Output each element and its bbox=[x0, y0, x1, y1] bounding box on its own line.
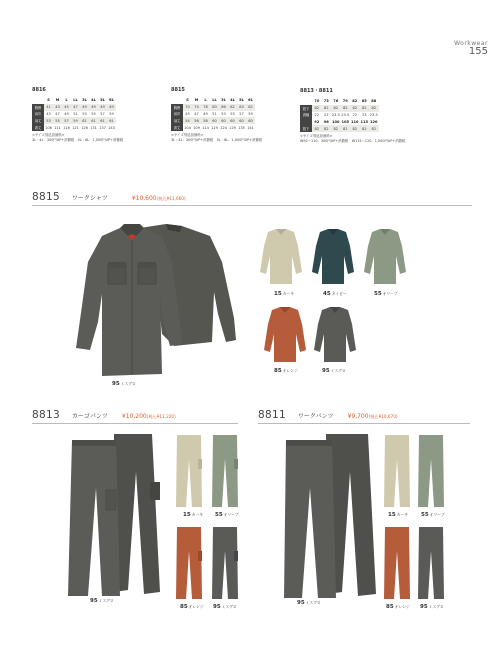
work-pants-main-image bbox=[282, 432, 382, 600]
table-cell: 57 bbox=[239, 111, 244, 116]
table-cell: 124 bbox=[220, 125, 227, 130]
product-code: 8813 bbox=[32, 409, 60, 421]
price-tax: (税込¥11,660) bbox=[156, 196, 186, 201]
size-col-header: S bbox=[186, 98, 189, 103]
color-name: ミスグロ bbox=[98, 598, 114, 603]
table-cell: 131 bbox=[90, 125, 97, 130]
size-table-title: 8816 bbox=[32, 87, 46, 93]
size-table-title: 8815 bbox=[171, 87, 185, 93]
color-label bbox=[374, 291, 398, 297]
price-value: ¥9,700 bbox=[347, 413, 369, 420]
size-col-header: 6L bbox=[248, 98, 253, 103]
note-line: 3L・4L：300円UP+消費税 5L・6L：1,000円UP+消費税 bbox=[171, 137, 263, 142]
size-table-8815 bbox=[171, 87, 262, 143]
table-cell: 70 bbox=[183, 104, 192, 111]
table-cell: 141 bbox=[247, 125, 254, 130]
color-number: 95 bbox=[213, 604, 221, 610]
size-table-title: 8813・8811 bbox=[300, 88, 333, 94]
series-label: Workwear bbox=[454, 40, 488, 47]
product-name: ワークパンツ bbox=[297, 413, 334, 420]
size-col-header: 92 bbox=[314, 119, 320, 124]
color-number: 95 bbox=[297, 600, 305, 606]
table-cell: 82 bbox=[312, 105, 322, 112]
table-cell: 137 bbox=[99, 125, 106, 130]
table-cell: 61 bbox=[89, 117, 98, 124]
size-col-header: 85 bbox=[361, 99, 367, 104]
shirt-main-image bbox=[62, 222, 252, 387]
table-cell: 23 bbox=[323, 112, 329, 117]
table-cell: 60 bbox=[210, 117, 219, 124]
size-col-header: LL bbox=[212, 98, 217, 103]
color-label bbox=[215, 512, 239, 518]
size-col-header: 5L bbox=[239, 98, 244, 103]
table-cell: 86 bbox=[219, 104, 228, 111]
cargo-swatch-orange bbox=[174, 525, 204, 601]
table-cell: 83 bbox=[237, 104, 246, 111]
color-label bbox=[183, 512, 203, 518]
product-code: 8811 bbox=[258, 409, 286, 421]
table-cell: 47 bbox=[71, 104, 80, 111]
table-cell: 57 bbox=[100, 111, 105, 116]
color-label bbox=[274, 368, 298, 374]
color-name: カーキ bbox=[282, 291, 295, 296]
product-price bbox=[348, 413, 398, 420]
color-number: 85 bbox=[386, 604, 394, 610]
table-row bbox=[32, 111, 116, 118]
color-number: 95 bbox=[90, 598, 98, 604]
product-price bbox=[122, 413, 176, 420]
table-cell: 82 bbox=[228, 104, 237, 111]
shirt-swatch-navy bbox=[310, 228, 356, 286]
price-tax: (税込¥10,670) bbox=[368, 414, 398, 419]
size-notes bbox=[32, 133, 123, 143]
table-row bbox=[171, 124, 255, 131]
table-cell: 126 bbox=[81, 125, 88, 130]
page-header bbox=[454, 40, 488, 57]
main-color-label bbox=[90, 598, 114, 604]
note-line: <サイズ別追加価格> bbox=[171, 132, 204, 137]
shirt-swatch-olive bbox=[362, 228, 408, 286]
size-table-8813-8811 bbox=[300, 87, 405, 144]
table-cell: 22 bbox=[352, 112, 358, 117]
color-label bbox=[386, 604, 410, 610]
table-cell: 106 bbox=[45, 125, 52, 130]
table-cell: 53 bbox=[221, 111, 226, 116]
product-price bbox=[132, 195, 186, 202]
size-col-header: 70 bbox=[314, 99, 320, 104]
color-name: ミスグロ bbox=[330, 368, 346, 373]
color-name: ミスグロ bbox=[221, 604, 237, 609]
table-cell: 129 bbox=[229, 125, 236, 130]
size-notes bbox=[171, 133, 262, 143]
size-col-header: 110 bbox=[350, 119, 359, 124]
table-cell: 135 bbox=[238, 125, 245, 130]
table-cell: 78 bbox=[201, 104, 210, 111]
color-number: 85 bbox=[180, 604, 188, 610]
color-name: ミスグロ bbox=[120, 381, 136, 386]
size-col-header: 120 bbox=[369, 119, 378, 124]
table-cell: 56 bbox=[192, 117, 201, 124]
section-divider bbox=[32, 205, 472, 206]
table-cell: 104 bbox=[184, 125, 191, 130]
size-col-header: 96 bbox=[323, 119, 329, 124]
table-cell: 49 bbox=[98, 104, 107, 111]
size-col-header: 4L bbox=[230, 98, 235, 103]
color-label bbox=[421, 512, 445, 518]
cargo-swatch-olive bbox=[210, 433, 240, 509]
size-table-8816 bbox=[32, 87, 123, 143]
color-name: オリーブ bbox=[382, 291, 398, 296]
row-label: 股下 bbox=[300, 125, 312, 132]
table-cell: 74 bbox=[192, 104, 201, 111]
table-cell: 45 bbox=[185, 111, 190, 116]
work-swatch-gray bbox=[416, 525, 446, 601]
shirt-swatch-orange bbox=[262, 306, 308, 364]
size-col-header: 6L bbox=[109, 98, 114, 103]
table-cell: 82 bbox=[360, 105, 370, 112]
size-col-header: 73 bbox=[323, 99, 329, 104]
table-cell: 51 bbox=[73, 111, 78, 116]
price-tax: (税込¥11,220) bbox=[146, 414, 176, 419]
size-col-header: S bbox=[47, 98, 50, 103]
table-cell: 59 bbox=[109, 111, 114, 116]
table-row bbox=[32, 104, 116, 111]
note-line: <サイズ別追加価格> bbox=[300, 133, 333, 138]
table-cell: 82 bbox=[331, 105, 341, 112]
row-label: 袖丈 bbox=[171, 117, 183, 124]
size-col-header: 82 bbox=[352, 99, 358, 104]
table-cell: 82 bbox=[322, 105, 332, 112]
table-cell: 60 bbox=[237, 117, 246, 124]
table-cell: 60 bbox=[228, 117, 237, 124]
table-cell: 49 bbox=[89, 104, 98, 111]
size-col-header: L bbox=[65, 98, 68, 103]
table-cell: 49 bbox=[107, 104, 116, 111]
table-row bbox=[171, 117, 255, 124]
size-col-header: 105 bbox=[341, 119, 349, 124]
table-cell: 49 bbox=[64, 111, 69, 116]
table-cell: 43 bbox=[53, 104, 62, 111]
table-cell: 47 bbox=[194, 111, 199, 116]
table-cell: 82 bbox=[246, 104, 255, 111]
row-label: 胸囲 bbox=[32, 104, 44, 111]
color-number: 15 bbox=[274, 291, 282, 297]
size-col-header: 3L bbox=[82, 98, 87, 103]
table-cell: 45 bbox=[62, 104, 71, 111]
table-cell: 55 bbox=[53, 117, 62, 124]
product-name: カーゴパンツ bbox=[71, 413, 108, 420]
product-name: ワークシャツ bbox=[71, 195, 108, 202]
price-value: ¥10,600 bbox=[131, 195, 157, 202]
table-cell: 49 bbox=[80, 104, 89, 111]
color-name: オレンジ bbox=[394, 604, 410, 609]
size-col-header: 5L bbox=[100, 98, 105, 103]
main-color-label bbox=[112, 381, 136, 387]
work-swatch-olive bbox=[416, 433, 446, 509]
cargo-swatch-khaki bbox=[174, 433, 204, 509]
row-label: 渡幅 bbox=[300, 112, 312, 119]
table-row bbox=[300, 112, 379, 119]
row-label: 胸囲 bbox=[171, 104, 183, 111]
color-number: 15 bbox=[388, 512, 396, 518]
table-cell: 45 bbox=[46, 111, 51, 116]
size-table bbox=[300, 98, 379, 132]
table-cell: 114 bbox=[202, 125, 209, 130]
row-label: 肩巾 bbox=[171, 111, 183, 118]
table-row bbox=[300, 105, 379, 112]
table-cell: 22 bbox=[314, 112, 320, 117]
product-section-work bbox=[258, 409, 470, 424]
color-name: ネイビー bbox=[331, 291, 347, 296]
row-label: 着丈 bbox=[171, 124, 183, 131]
color-number: 85 bbox=[274, 368, 282, 374]
work-swatch-orange bbox=[382, 525, 412, 601]
size-col-header: 3L bbox=[221, 98, 226, 103]
color-number: 95 bbox=[112, 381, 120, 387]
size-table bbox=[171, 97, 255, 131]
color-label bbox=[213, 604, 237, 610]
size-col-header: 88 bbox=[371, 99, 377, 104]
table-cell: 23 bbox=[361, 112, 367, 117]
table-cell: 82 bbox=[341, 105, 351, 112]
row-label: 着丈 bbox=[32, 124, 44, 131]
size-col-header: 79 bbox=[342, 99, 348, 104]
cargo-main-image bbox=[66, 432, 166, 598]
size-col-header: 76 bbox=[333, 99, 339, 104]
table-row bbox=[171, 104, 255, 111]
main-color-label bbox=[297, 600, 321, 606]
table-cell: 116 bbox=[63, 125, 70, 130]
table-cell: 119 bbox=[211, 125, 218, 130]
table-cell: 55 bbox=[91, 111, 96, 116]
table-cell: 82 bbox=[369, 125, 379, 132]
page-number: 155 bbox=[468, 46, 488, 57]
color-label bbox=[274, 291, 294, 297]
row-label: 袖丈 bbox=[32, 117, 44, 124]
cargo-swatch-gray bbox=[210, 525, 240, 601]
row-label: 股下 bbox=[300, 105, 312, 112]
shirt-swatch-gray bbox=[312, 306, 358, 364]
color-number: 55 bbox=[215, 512, 223, 518]
color-label bbox=[323, 291, 347, 297]
table-cell: 143 bbox=[108, 125, 115, 130]
table-cell: 82 bbox=[369, 105, 379, 112]
price-value: ¥10,200 bbox=[121, 413, 147, 420]
table-row bbox=[171, 111, 255, 118]
table-cell: 23.5 bbox=[331, 112, 340, 117]
table-cell: 61 bbox=[98, 117, 107, 124]
table-cell: 41 bbox=[44, 104, 53, 111]
note-line: 3L・4L：300円UP+消費税 5L・6L：1,000円UP+消費税 bbox=[32, 137, 124, 142]
table-cell: 47 bbox=[55, 111, 60, 116]
color-label bbox=[388, 512, 408, 518]
size-col-header: L bbox=[204, 98, 207, 103]
table-row bbox=[32, 124, 116, 131]
note-line: <サイズ別追加価格> bbox=[32, 132, 65, 137]
table-cell: 82 bbox=[360, 125, 370, 132]
table-cell: 55 bbox=[230, 111, 235, 116]
color-name: カーキ bbox=[191, 512, 204, 517]
color-name: オリーブ bbox=[223, 512, 239, 517]
color-number: 15 bbox=[183, 512, 191, 518]
table-cell: 82 bbox=[312, 125, 322, 132]
color-name: ミスグロ bbox=[428, 604, 444, 609]
table-row bbox=[300, 125, 379, 132]
color-label bbox=[322, 368, 346, 374]
color-number: 55 bbox=[421, 512, 429, 518]
section-divider bbox=[32, 423, 238, 424]
color-name: カーキ bbox=[396, 512, 409, 517]
table-cell: 54 bbox=[183, 117, 192, 124]
table-cell: 51 bbox=[212, 111, 217, 116]
table-cell: 60 bbox=[246, 117, 255, 124]
size-col-header: M bbox=[194, 98, 199, 103]
table-cell: 49 bbox=[203, 111, 208, 116]
color-number: 95 bbox=[420, 604, 428, 610]
table-cell: 53 bbox=[44, 117, 53, 124]
color-number: 95 bbox=[322, 368, 330, 374]
table-cell: 121 bbox=[72, 125, 79, 130]
table-cell: 109 bbox=[193, 125, 200, 130]
size-col-header: 115 bbox=[360, 119, 368, 124]
color-name: オレンジ bbox=[188, 604, 204, 609]
table-row bbox=[32, 117, 116, 124]
shirt-swatch-khaki bbox=[258, 228, 304, 286]
color-number: 45 bbox=[323, 291, 331, 297]
color-label bbox=[180, 604, 204, 610]
table-cell: 80 bbox=[210, 104, 219, 111]
table-cell: 59 bbox=[71, 117, 80, 124]
size-col-header: M bbox=[55, 98, 60, 103]
product-section-cargo bbox=[32, 409, 238, 424]
size-table bbox=[32, 97, 116, 131]
product-code: 8815 bbox=[32, 191, 60, 203]
table-cell: 59 bbox=[248, 111, 253, 116]
table-cell: 61 bbox=[107, 117, 116, 124]
table-cell: 111 bbox=[54, 125, 61, 130]
table-cell: 57 bbox=[62, 117, 71, 124]
table-cell: 23.5 bbox=[369, 112, 378, 117]
color-label bbox=[420, 604, 444, 610]
color-name: オレンジ bbox=[282, 368, 298, 373]
size-col-header: LL bbox=[73, 98, 78, 103]
size-col-header: 4L bbox=[91, 98, 96, 103]
product-section-shirt bbox=[32, 191, 472, 206]
section-divider bbox=[258, 423, 470, 424]
work-swatch-khaki bbox=[382, 433, 412, 509]
table-cell: 23.5 bbox=[341, 112, 350, 117]
note-line: W92〜110：300円UP+消費税 W115〜120：1,000円UP+消費税 bbox=[300, 138, 406, 143]
table-cell: 61 bbox=[80, 117, 89, 124]
table-cell: 82 bbox=[322, 125, 332, 132]
table-cell: 60 bbox=[219, 117, 228, 124]
table-cell: 82 bbox=[331, 125, 341, 132]
table-cell: 82 bbox=[350, 125, 360, 132]
color-name: ミスグロ bbox=[305, 600, 321, 605]
color-name: オリーブ bbox=[429, 512, 445, 517]
table-cell: 82 bbox=[350, 105, 360, 112]
table-cell: 58 bbox=[201, 117, 210, 124]
size-notes bbox=[300, 134, 405, 144]
size-col-header: 100 bbox=[331, 119, 340, 124]
color-number: 55 bbox=[374, 291, 382, 297]
table-row bbox=[300, 118, 379, 125]
row-label: 肩巾 bbox=[32, 111, 44, 118]
table-cell: 82 bbox=[341, 125, 351, 132]
table-cell: 53 bbox=[82, 111, 87, 116]
